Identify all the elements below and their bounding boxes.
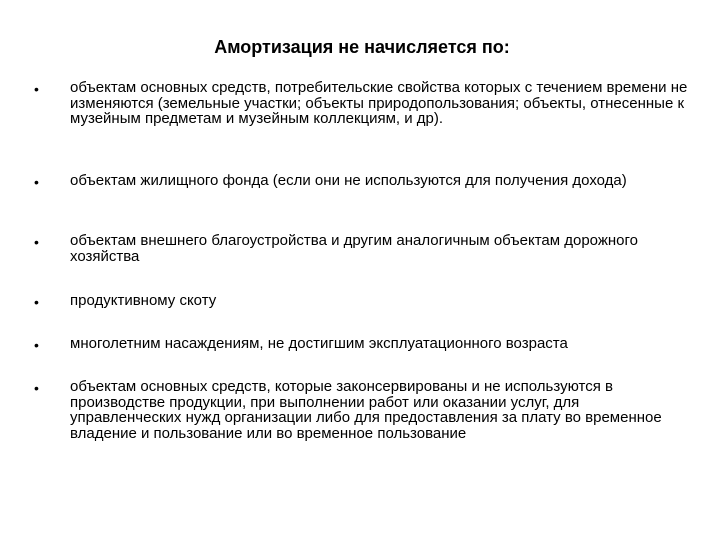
list-item-text: объектам основных средств, которые законсервированы и не используются в производстве продукции, при выполнении работ или оказании услуг, для управленческих нужд организации либо для предоставления за плату во временное владение и пользование или во временное пользование — [70, 378, 662, 442]
list-item-text: объектам основных средств, потребительские свойства которых с течением времени не изменяются (земельные участки; объекты природопользования; объекты, отнесенные к музейным предметам и музейным коллекциям, и др). — [70, 79, 688, 127]
list-item-text: объектам внешнего благоустройства и другим аналогичным объектам дорожного хозяйства — [70, 232, 638, 265]
bullet-marker: • — [34, 234, 39, 250]
list-item-text: объектам жилищного фонда (если они не используются для получения дохода) — [70, 172, 627, 189]
bullet-marker: • — [34, 337, 39, 353]
list-item-text: многолетним насаждениям, не достигшим эксплуатационного возраста — [70, 335, 568, 352]
slide-title-text: Амортизация не начисляется по: — [214, 37, 510, 57]
list-item-text: продуктивному скоту — [70, 292, 217, 309]
bullet-marker: • — [34, 380, 39, 396]
bullet-marker: • — [34, 294, 39, 310]
bullet-marker: • — [34, 81, 39, 97]
bullet-marker: • — [34, 174, 39, 190]
